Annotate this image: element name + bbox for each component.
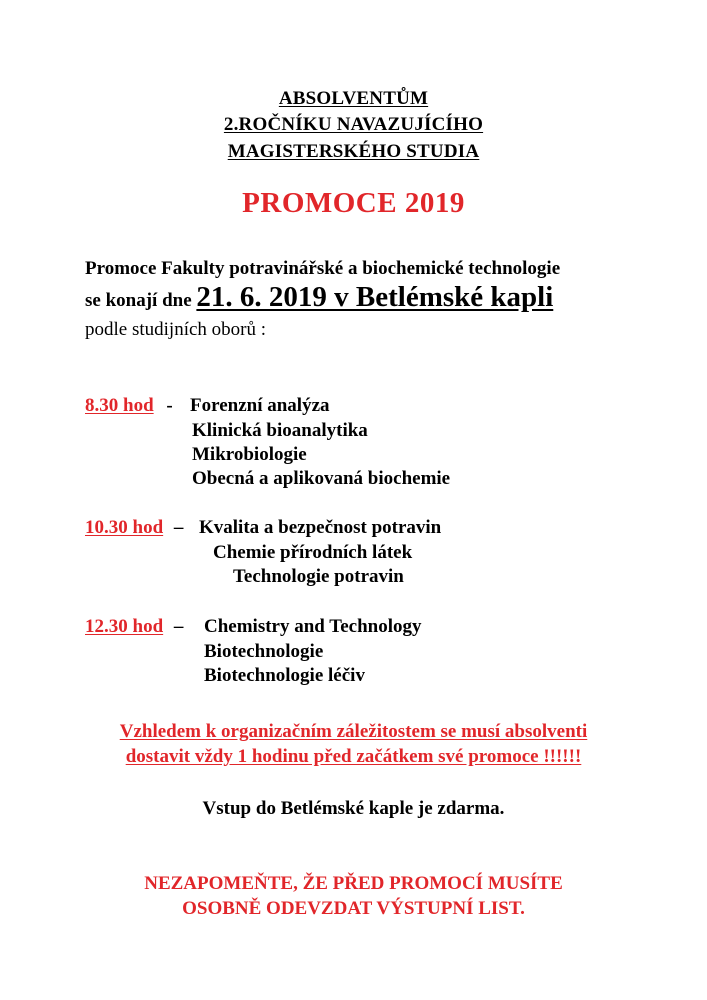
program-item: Chemie přírodních látek [213,542,413,563]
schedule-time-2 [85,517,183,539]
heading-line-2: 2.ROČNÍKU NAVAZUJÍCÍHO [223,114,484,135]
heading-line-1: ABSOLVENTŮM [278,88,429,109]
time-separator: - [166,395,173,416]
reminder-line-1: NEZAPOMEŇTE, ŽE PŘED PROMOCÍ MUSÍTE [144,873,563,894]
intro-line-3: podle studijních oborů : [85,319,267,340]
reminder-line-2: OSOBNĚ ODEVZDAT VÝSTUPNÍ LIST. [182,898,525,919]
program-item: Forenzní analýza [190,395,330,416]
program-item: Biotechnologie léčiv [204,665,365,686]
event-date-location: 21. 6. 2019 v Betlémské kapli [196,281,554,313]
program-item: Chemistry and Technology [204,616,422,637]
program-item: Biotechnologie [204,641,324,662]
program-item: Kvalita a bezpečnost potravin [199,517,442,538]
program-item: Obecná a aplikovaná biochemie [192,468,451,489]
schedule-time-3 [85,616,183,638]
time-label: 10.30 hod [85,517,164,538]
heading-line-3: MAGISTERSKÉHO STUDIA [227,141,480,162]
program-item: Technologie potravin [233,566,404,587]
schedule-time-1 [85,395,173,417]
entry-note: Vstup do Betlémské kaple je zdarma. [202,798,505,819]
page-title: PROMOCE 2019 [242,187,465,219]
intro-line-1: Promoce Fakulty potravinářské a biochemické technologie [85,258,561,279]
time-separator: – [173,517,184,538]
intro-line-2-prefix: se konají dne [85,290,197,311]
program-item: Mikrobiologie [192,444,307,465]
time-separator: – [173,616,184,637]
program-item: Klinická bioanalytika [192,420,368,441]
notice-line-2: dostavit vždy 1 hodinu před začátkem své promoce !!!!!! [125,746,582,767]
intro-line-2 [85,281,553,314]
time-label: 12.30 hod [85,616,164,637]
notice-line-1: Vzhledem k organizačním záležitostem se musí absolventi [119,721,588,742]
time-label: 8.30 hod [85,395,154,416]
